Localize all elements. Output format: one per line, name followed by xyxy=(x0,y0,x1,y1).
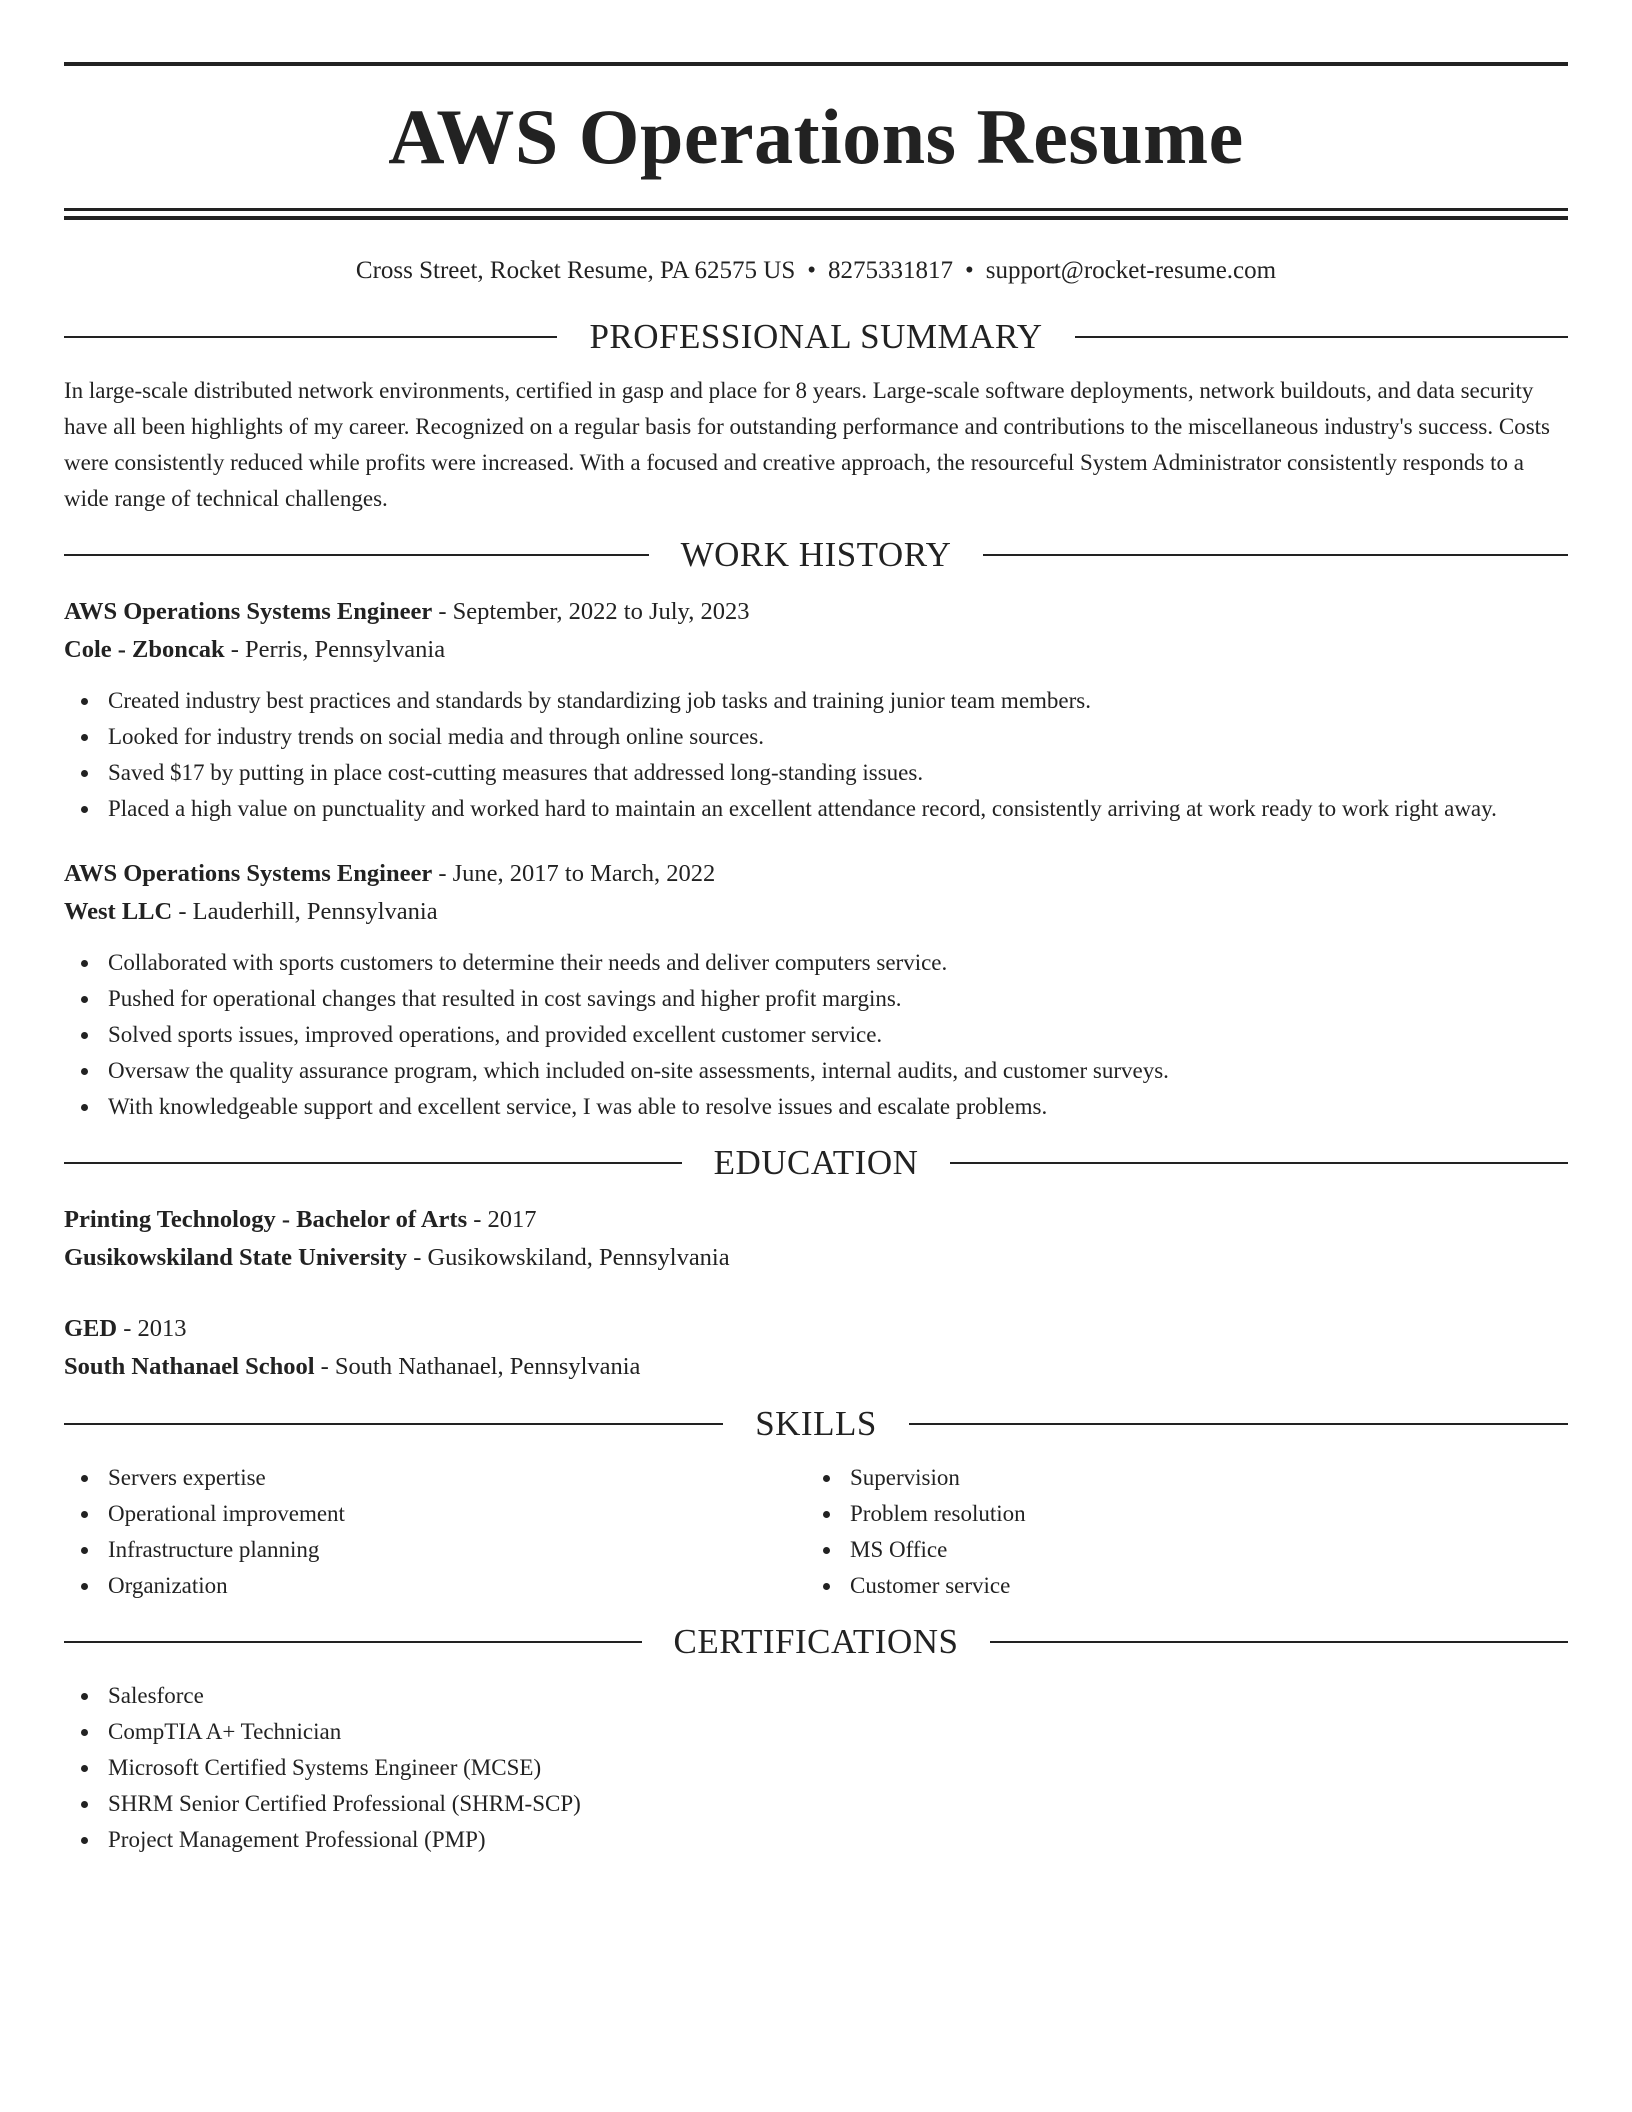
education-year: - 2017 xyxy=(467,1206,537,1233)
job-bullets xyxy=(64,683,1568,827)
job-company: Cole - Zboncak xyxy=(64,636,225,663)
education-school-line xyxy=(64,1348,1568,1386)
section-title: EDUCATION xyxy=(713,1143,919,1182)
certification-item: Project Management Professional (PMP) xyxy=(64,1822,1568,1858)
section-title: WORK HISTORY xyxy=(680,535,952,574)
contact-separator: • xyxy=(965,257,974,284)
section-title: CERTIFICATIONS xyxy=(673,1622,959,1661)
education-degree-line xyxy=(64,1310,1568,1348)
list-item: Oversaw the quality assurance program, which included on-site assessments, internal audits, and customer surveys. xyxy=(64,1053,1568,1089)
skills-list-right xyxy=(806,1460,1548,1604)
list-item: With knowledgeable support and excellent service, I was able to resolve issues and escalate problems. xyxy=(64,1089,1568,1125)
section-heading-summary xyxy=(64,317,1568,357)
education-school: Gusikowskiland State University xyxy=(64,1244,408,1271)
certification-item: Microsoft Certified Systems Engineer (MCSE) xyxy=(64,1750,1568,1786)
contact-phone: 8275331817 xyxy=(828,257,954,284)
list-item: Created industry best practices and standards by standardizing job tasks and training junior team members. xyxy=(64,683,1568,719)
resume-title: AWS Operations Resume xyxy=(388,93,1244,180)
job-company: West LLC xyxy=(64,898,173,925)
section-heading-education xyxy=(64,1143,1568,1183)
top-rule xyxy=(64,62,1568,66)
summary-text: In large-scale distributed network environments, certified in gasp and place for 8 years. Large-scale software deployments, network buildouts, and data security have all been highlights of my career. Recognized on a regular basis for outstanding performance and contributions to the miscellaneous industry's success. Costs were consistently reduced while profits were increased. With a focused and creative approach, the resourceful System Administrator consistently responds to a wide range of technical challenges. xyxy=(64,378,1550,511)
certification-item: CompTIA A+ Technician xyxy=(64,1714,1568,1750)
job-entry xyxy=(64,593,1568,827)
education-degree: Printing Technology - Bachelor of Arts xyxy=(64,1206,468,1233)
list-item: Saved $17 by putting in place cost-cutting measures that addressed long-standing issues. xyxy=(64,755,1568,791)
skills-columns xyxy=(64,1460,1568,1604)
job-bullets xyxy=(64,945,1568,1125)
contact-email: support@rocket-resume.com xyxy=(985,257,1277,284)
certifications-list xyxy=(64,1678,1568,1858)
list-item: Collaborated with sports customers to determine their needs and deliver computers service. xyxy=(64,945,1568,981)
job-location: - Lauderhill, Pennsylvania xyxy=(172,898,438,925)
skill-item: Infrastructure planning xyxy=(64,1532,806,1568)
certification-item: SHRM Senior Certified Professional (SHRM-SCP) xyxy=(64,1786,1568,1822)
job-company-line xyxy=(64,893,1568,931)
job-company-line xyxy=(64,631,1568,669)
education-school-line xyxy=(64,1239,1568,1277)
job-title-line xyxy=(64,855,1568,893)
job-dates: - September, 2022 to July, 2023 xyxy=(432,598,750,625)
title-double-rule xyxy=(64,208,1568,220)
list-item: Pushed for operational changes that resulted in cost savings and higher profit margins. xyxy=(64,981,1568,1017)
education-entry xyxy=(64,1201,1568,1277)
list-item: Solved sports issues, improved operations, and provided excellent customer service. xyxy=(64,1017,1568,1053)
contact-address: Cross Street, Rocket Resume, PA 62575 US xyxy=(355,257,796,284)
skill-item: Organization xyxy=(64,1568,806,1604)
education-location: - Gusikowskiland, Pennsylvania xyxy=(407,1244,730,1271)
section-heading-certifications xyxy=(64,1622,1568,1662)
contact-separator: • xyxy=(807,257,817,284)
section-heading-work xyxy=(64,535,1568,575)
skill-item: Supervision xyxy=(806,1460,1548,1496)
skill-item: Problem resolution xyxy=(806,1496,1548,1532)
contact-line xyxy=(64,256,1568,286)
certification-item: Salesforce xyxy=(64,1678,1568,1714)
skill-item: Operational improvement xyxy=(64,1496,806,1532)
skill-item: Customer service xyxy=(806,1568,1548,1604)
education-location: - South Nathanael, Pennsylvania xyxy=(314,1353,641,1380)
education-year: - 2013 xyxy=(117,1315,187,1342)
section-title: PROFESSIONAL SUMMARY xyxy=(589,317,1043,356)
education-degree-line xyxy=(64,1201,1568,1239)
section-heading-skills xyxy=(64,1404,1568,1444)
list-item: Looked for industry trends on social media and through online sources. xyxy=(64,719,1568,755)
education-school: South Nathanael School xyxy=(64,1353,315,1380)
job-location: - Perris, Pennsylvania xyxy=(224,636,446,663)
education-degree: GED xyxy=(64,1315,118,1342)
job-entry xyxy=(64,855,1568,1125)
list-item: Placed a high value on punctuality and worked hard to maintain an excellent attendance record, consistently arriving at work ready to work right away. xyxy=(64,791,1568,827)
section-title: SKILLS xyxy=(755,1404,877,1443)
job-title-line xyxy=(64,593,1568,631)
job-dates: - June, 2017 to March, 2022 xyxy=(432,860,716,887)
job-title: AWS Operations Systems Engineer xyxy=(64,860,433,887)
education-entry xyxy=(64,1310,1568,1386)
skills-list-left xyxy=(64,1460,806,1604)
skill-item: MS Office xyxy=(806,1532,1548,1568)
skill-item: Servers expertise xyxy=(64,1460,806,1496)
job-title: AWS Operations Systems Engineer xyxy=(64,598,433,625)
